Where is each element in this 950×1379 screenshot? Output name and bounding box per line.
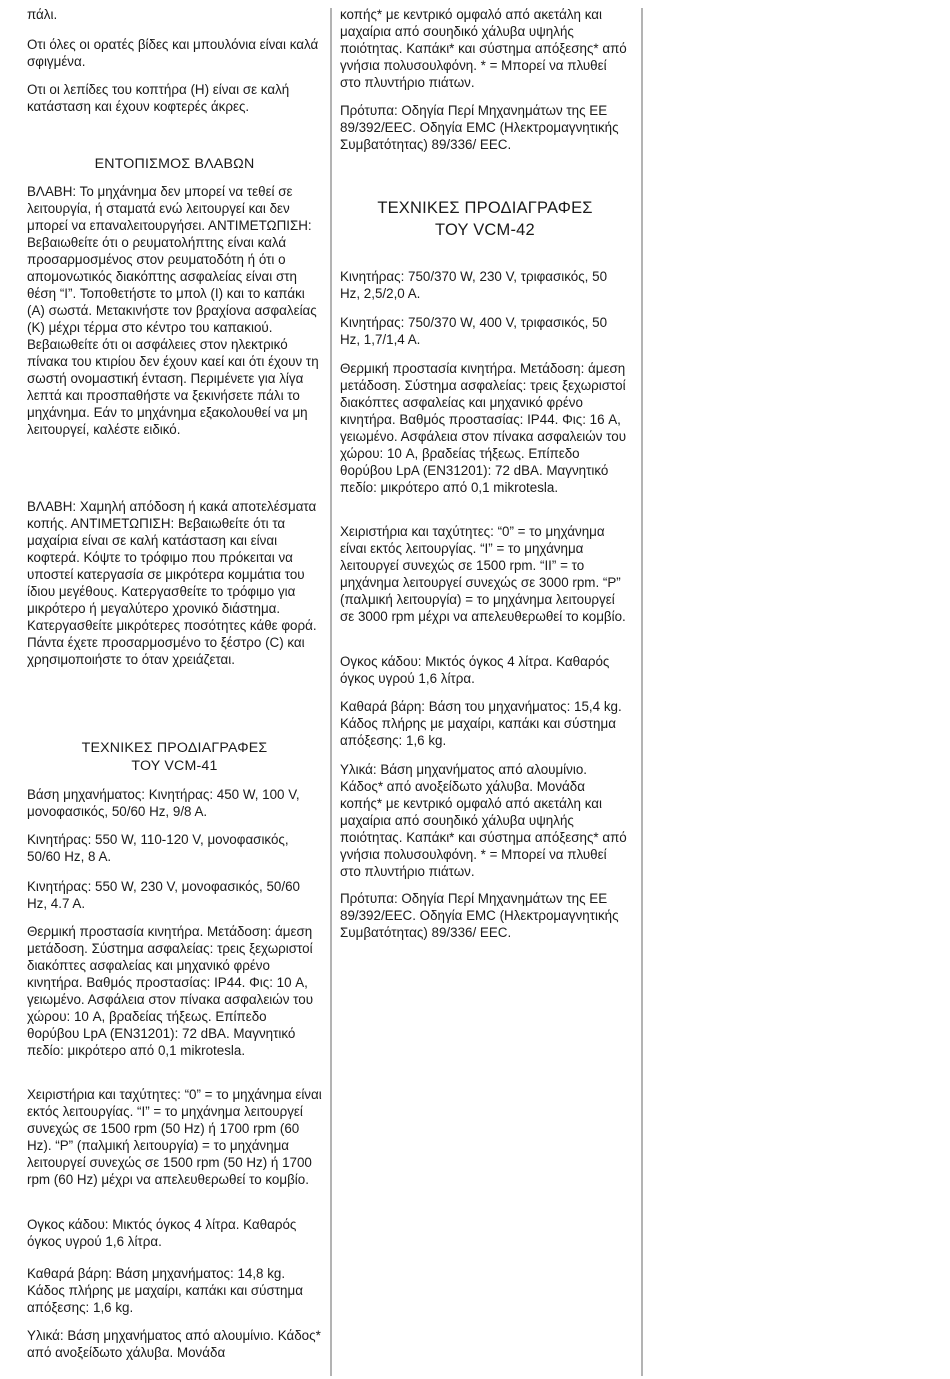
paragraph: Χειριστήρια και ταχύτητες: “0” = το μηχάνημα είναι εκτός λειτουργίας. “I” = το μηχάνημα λειτουργεί συνεχώς σε 1500 rpm (50 Hz) ή 1700 rpm (60 Hz). “P” (παλμική λειτουργία) = το μηχάνημα λειτουργεί συνεχώς σε 1500 rpm (50 Hz) ή 1700 rpm (60 Hz) μέχρι να απελευθερωθεί το κομβίο. [27, 1087, 322, 1187]
paragraph: Οτι οι λεπίδες του κοπτήρα (H) είναι σε καλή κατάσταση και έχουν κοφτερές άκρες. [27, 82, 290, 114]
paragraph: Κινητήρας: 750/370 W, 400 V, τριφασικός, 50 Hz, 1,7/1,4 A. [340, 315, 608, 347]
paragraph: Υλικά: Βάση μηχανήματος από αλουμίνιο. Κάδος* από ανοξείδωτο χάλυβα. Μονάδα [27, 1328, 321, 1360]
paragraph: Οτι όλες οι ορατές βίδες και μπουλόνια είναι καλά σφιγμένα. [27, 37, 319, 69]
paragraph: Υλικά: Βάση μηχανήματος από αλουμίνιο. Κάδος* από ανοξείδωτο χάλυβα. Μονάδα κοπής* με κεντρικό ομφαλό από ακετάλη και μαχαίρια από σουηδικό χάλυβα υψηλής ποιότητας. Καπάκι* και σύστημα απόξεσης* από γνήσια πολυσουλφόνη. * = Μπορεί να πλυθεί στο πλυντήριο πιάτων. [340, 762, 627, 879]
paragraph: Πρότυπα: Οδηγία Περί Μηχανημάτων της ΕΕ 89/392/EEC. Οδηγία EMC (Ηλεκτρομαγνητικής Συμβατότητας) 89/336/ EEC. [340, 891, 619, 940]
section-heading-specs-vcm41 [27, 739, 322, 775]
paragraph: Χειριστήρια και ταχύτητες: “0” = το μηχάνημα είναι εκτός λειτουργίας. “I” = το μηχάνημα λειτουργεί συνεχώς σε 1500 rpm. “II” = το μηχάνημα λειτουργεί συνεχώς σε 3000 rpm. “P” (παλμική λειτουργία) = το μηχάνημα λειτουργεί σε 3000 rpm μέχρι να απελευθερωθεί το κομβίο. [340, 524, 626, 624]
heading-line: ΤΟΥ VCM-41 [131, 758, 218, 774]
section-heading-specs-vcm42 [340, 197, 630, 241]
paragraph: Πρότυπα: Οδηγία Περί Μηχανημάτων της ΕΕ 89/392/EEC. Οδηγία EMC (Ηλεκτρομαγνητικής Συμβατότητας) 89/336/ EEC. [340, 103, 619, 152]
paragraph: ΒΛΑΒΗ: Χαμηλή απόδοση ή κακά αποτελέσματα κοπής. ΑΝΤΙΜΕΤΩΠΙΣΗ: Βεβαιωθείτε ότι τα μαχαίρια είναι σε καλή κατάσταση και είναι κοφτερά. Κόψτε το τρόφιμο που πρόκειται να υποστεί κατεργασία σε μικρότερα κομμάτια του ίδιου μεγέθους. Κατεργασθείτε το τρόφιμο για μικρότερο ή μεγαλύτερο χρονικό διάστημα. Κατεργασθείτε μικρότερες ποσότητες κάθε φορά. Πάντα έχετε προσαρμοσμένο το ξέστρο (C) και χρησιμοποιήστε το όταν χρειάζεται. [27, 499, 317, 667]
paragraph: Καθαρά βάρη: Βάση του μηχανήματος: 15,4 kg. Κάδος πλήρης με μαχαίρι, καπάκι και σύστημα απόξεσης: 1,6 kg. [340, 699, 622, 748]
paragraph: Κινητήρας: 750/370 W, 230 V, τριφασικός, 50 Hz, 2,5/2,0 A. [340, 269, 608, 301]
paragraph: κοπής* με κεντρικό ομφαλό από ακετάλη και μαχαίρια από σουηδικό χάλυβα υψηλής ποιότητας. Καπάκι* και σύστημα απόξεσης* από γνήσια πολυσουλφόνη. * = Μπορεί να πλυθεί στο πλυντήριο πιάτων. [340, 7, 627, 90]
section-heading-fault-finding: ΕΝΤΟΠΙΣΜΟΣ ΒΛΑΒΩΝ [94, 156, 255, 172]
column-divider-right [641, 8, 643, 1376]
paragraph: Κινητήρας: 550 W, 230 V, μονοφασικός, 50/60 Hz, 4.7 A. [27, 879, 300, 911]
heading-line: ΤΟΥ VCM-42 [435, 221, 535, 239]
heading-line: ΤΕΧΝΙΚΕΣ ΠΡΟΔΙΑΓΡΑΦΕΣ [377, 199, 593, 217]
paragraph: ΒΛΑΒΗ: Το μηχάνημα δεν μπορεί να τεθεί σε λειτουργία, ή σταματά ενώ λειτουργεί και δεν μπορεί να επαναλειτουργήσει. ΑΝΤΙΜΕΤΩΠΙΣΗ: Βεβαιωθείτε ότι ο ρευματολήπτης είναι καλά προσαρμοσμένος στον ρευματοδότη ή ότι ο απομονωτικός διακόπτης ασφαλείας είναι στη θέση “I”. Τοποθετήστε το μπολ (I) και το καπάκι (A) σωστά. Μετακινήστε τον βραχίονα ασφαλείας (K) μέχρι τέρμα στο κέντρο του καπακιού. Βεβαιωθείτε ότι οι ασφάλειες στον ηλεκτρικό πίνακα του κτιρίου δεν έχουν καεί και ότι έχουν τη σωστή ονομαστική ένταση. Περιμένετε για λίγα λεπτά και προσπαθήστε να ξεκινήσετε πάλι το μηχάνημα. Εάν το μηχάνημα εξακολουθεί να μη λειτουργεί, καλέστε ειδικό. [27, 184, 319, 437]
heading-line: ΤΕΧΝΙΚΕΣ ΠΡΟΔΙΑΓΡΑΦΕΣ [81, 740, 268, 756]
paragraph: Καθαρά βάρη: Βάση μηχανήματος: 14,8 kg. Κάδος πλήρης με μαχαίρι, καπάκι και σύστημα απόξεσης: 1,6 kg. [27, 1266, 303, 1315]
paragraph: Βάση μηχανήματος: Κινητήρας: 450 W, 100 V, μονοφασικός, 50/60 Hz, 9/8 A. [27, 787, 300, 819]
paragraph: Ογκος κάδου: Μικτός όγκος 4 λίτρα. Καθαρός όγκος υγρού 1,6 λίτρα. [340, 654, 610, 686]
paragraph: Θερμική προστασία κινητήρα. Μετάδοση: άμεση μετάδοση. Σύστημα ασφαλείας: τρεις ξεχωριστοί διακόπτες ασφαλείας και μηχανικό φρένο κινητήρα. Βαθμός προστασίας: IP44. Φις: 16 A, γειωμένο. Ασφάλεια στον πίνακα ασφαλειών του χώρου: 10 A, βραδείας τήξεως. Επίπεδο θορύβου LpA (EN31201): 72 dBA. Μαγνητικό πεδίο: μικρότερο από 0,1 mikrotesla. [340, 361, 627, 495]
paragraph: Ογκος κάδου: Μικτός όγκος 4 λίτρα. Καθαρός όγκος υγρού 1,6 λίτρα. [27, 1217, 297, 1249]
paragraph: Θερμική προστασία κινητήρα. Μετάδοση: άμεση μετάδοση. Σύστημα ασφαλείας: τρεις ξεχωριστοί διακόπτες ασφαλείας και μηχανικό φρένο κινητήρα. Βαθμός προστασίας: IP44. Φις: 10 A, γειωμένο. Ασφάλεια στον πίνακα ασφαλειών του χώρου: 10 A, βραδείας τήξεως. Επίπεδο θορύβου LpA (EN31201): 72 dBA. Μαγνητικό πεδίο: μικρότερο από 0,1 mikrotesla. [27, 924, 314, 1058]
paragraph: πάλι. [27, 7, 58, 22]
column-divider-middle [330, 8, 332, 1376]
paragraph: Κινητήρας: 550 W, 110-120 V, μονοφασικός, 50/60 Hz, 8 A. [27, 832, 289, 864]
